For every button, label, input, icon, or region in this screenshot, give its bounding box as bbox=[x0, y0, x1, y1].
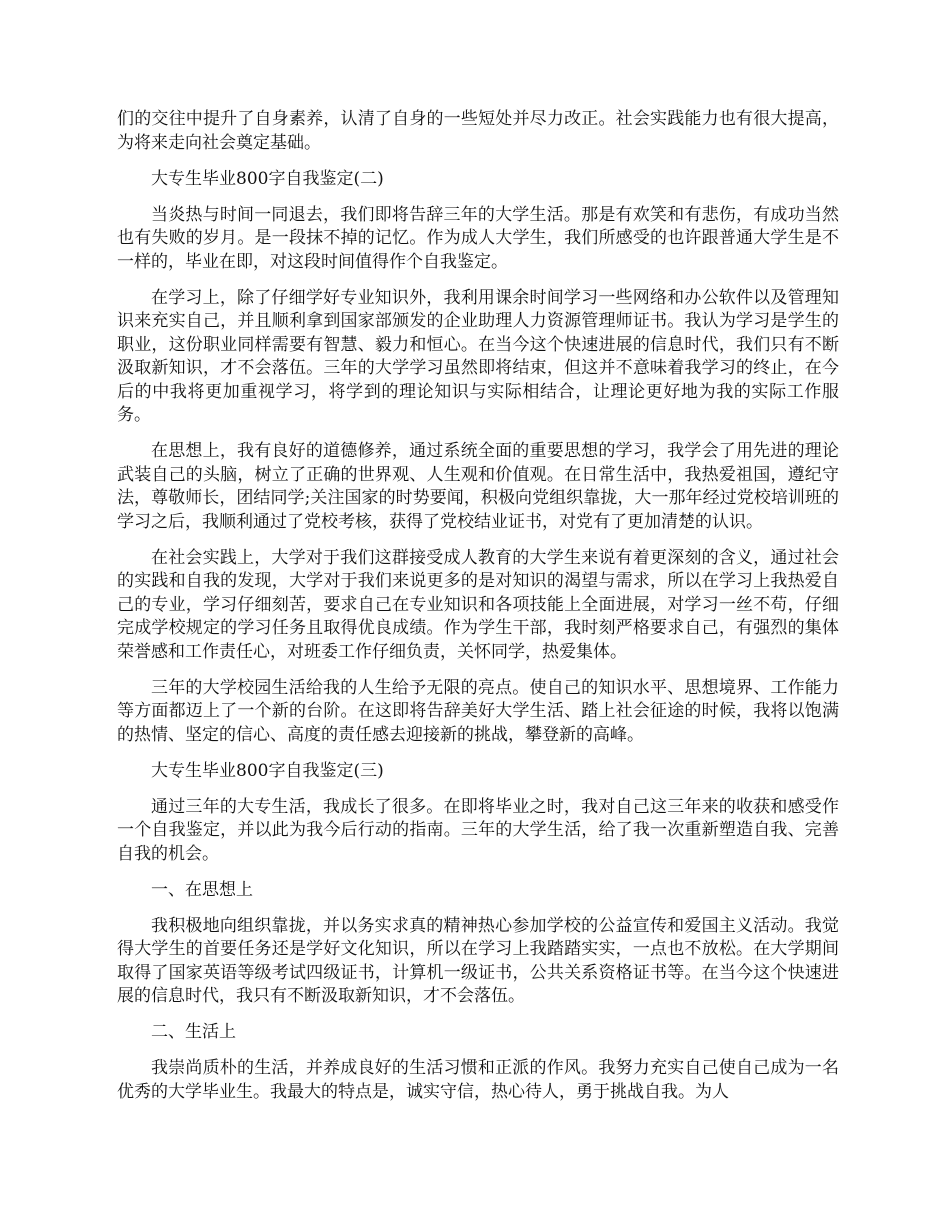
paragraph: 当炎热与时间一同退去，我们即将告辞三年的大学生活。那是有欢笑和有悲伤，有成功当然也有失败的岁月。是一段抹不掉的记忆。作为成人大学生，我们所感受的也许跟普通大学生是不一样的，毕业在即，对这段时间值得作个自我鉴定。 bbox=[117, 204, 839, 272]
paragraph: 在学习上，除了仔细学好专业知识外，我利用课余时间学习一些网络和办公软件以及管理知识来充实自己，并且顺利拿到国家部颁发的企业助理人力资源管理师证书。我认为学习是学生的职业，这份职业同样需要有智慧、毅力和恒心。在当今这个快速进展的信息时代，我们只有不断汲取新知识，才不会落伍。三年的大学学习虽然即将结束，但这并不意味着我学习的终止，在今后的中我将更加重视学习，将学到的理论知识与实际相结合，让理论更好地为我的实际工作服务。 bbox=[117, 287, 839, 425]
paragraph: 我积极地向组织靠拢，并以务实求真的精神热心参加学校的公益宣传和爱国主义活动。我觉得大学生的首要任务还是学好文化知识，所以在学习上我踏踏实实，一点也不放松。在大学期间取得了国家英语等级考试四级证书，计算机一级证书，公共关系资格证书等。在当今这个快速进展的信息时代，我只有不断汲取新知识，才不会落伍。 bbox=[117, 915, 839, 1006]
paragraph: 我崇尚质朴的生活，并养成良好的生活习惯和正派的作风。我努力充实自己使自己成为一名优秀的大学毕业生。我最大的特点是，诚实守信，热心待人，勇于挑战自我。为人 bbox=[117, 1058, 839, 1102]
paragraph: 在社会实践上，大学对于我们这群接受成人教育的大学生来说有着更深刻的含义，通过社会的实践和自我的发现，大学对于我们来说更多的是对知识的渴望与需求，所以在学习上我热爱自己的专业，学习仔细刻苦，要求自己在专业知识和各项技能上全面进展，对学习一丝不苟，仔细完成学校规定的学习任务且取得优良成绩。作为学生干部，我时刻严格要求自己，有强烈的集体荣誉感和工作责任心，对班委工作仔细负责，关怀同学，热爱集体。 bbox=[117, 547, 839, 662]
section-heading: 大专生毕业800字自我鉴定(三) bbox=[151, 760, 384, 781]
subsection-heading: 一、在思想上 bbox=[151, 879, 253, 900]
paragraph-continuation: 们的交往中提升了自身素养，认清了自身的一些短处并尽力改正。社会实践能力也有很大提高，为将来走向社会奠定基础。 bbox=[117, 109, 839, 153]
subsection-heading: 二、生活上 bbox=[151, 1022, 236, 1042]
document-page bbox=[117, 108, 839, 1117]
paragraph: 在思想上，我有良好的道德修养，通过系统全面的重要思想的学习，我学会了用先进的理论武装自己的头脑，树立了正确的世界观、人生观和价值观。在日常生活中，我热爱祖国，遵纪守法，尊敬师长，团结同学;关注国家的时势要闻，积极向党组织靠拢，大一那年经过党校培训班的学习之后，我顺利通过了党校考核，获得了党校结业证书，对党有了更加清楚的认识。 bbox=[117, 441, 839, 532]
paragraph: 通过三年的大专生活，我成长了很多。在即将毕业之时，我对自己这三年来的收获和感受作一个自我鉴定，并以此为我今后行动的指南。三年的大学生活，给了我一次重新塑造自我、完善自我的机会。 bbox=[117, 796, 839, 864]
section-heading: 大专生毕业800字自我鉴定(二) bbox=[151, 168, 384, 189]
paragraph: 三年的大学校园生活给我的人生给予无限的亮点。使自己的知识水平、思想境界、工作能力等方面都迈上了一个新的台阶。在这即将告辞美好大学生活、踏上社会征途的时候，我将以饱满的热情、坚定的信心、高度的责任感去迎接新的挑战，攀登新的高峰。 bbox=[117, 677, 839, 745]
